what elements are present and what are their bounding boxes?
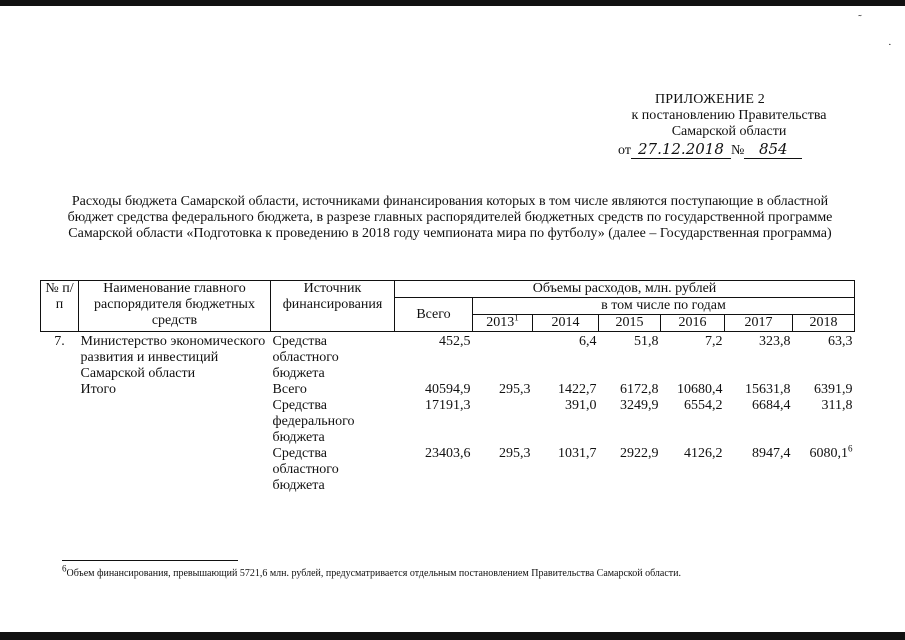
number-prefix: № [730, 143, 745, 158]
row-value: 295,3 [499, 446, 531, 461]
row-value [473, 332, 533, 383]
row-source: Средства областного бюджета [272, 446, 339, 493]
row-value: 6684,4 [752, 398, 791, 413]
date-prefix: от [618, 143, 631, 158]
footnote-mark: 6 [62, 563, 67, 574]
footnote-text: Объем финансирования, превышающий 5721,6 млн. рублей, предусматривается отдельным постановлением Правительства Самарской области. [66, 568, 682, 579]
row-value: 10680,4 [677, 382, 723, 397]
header-name: Наименование главного распорядителя бюджетных средств [79, 281, 271, 332]
year-footnote-mark: 1 [514, 312, 519, 323]
row-value: 295,3 [499, 382, 531, 397]
document-title: Расходы бюджета Самарской области, источниками финансирования которых в том числе являются поступающие в областной бюджет средства федерального бюджета, в разрезе главных распорядителей бюджетных средств по государственной программе Самарской области «Подготовка к проведению в 2018 году чемпионата мира по футболу» (далее – Государственная программа) [67, 194, 833, 241]
expenses-table [40, 280, 855, 494]
appendix-block [560, 92, 860, 140]
row-value: 311,8 [821, 398, 853, 413]
scan-bottom-border [0, 632, 905, 640]
row-source: Всего [272, 382, 307, 397]
header-year: 2017 [725, 315, 793, 332]
table-row [41, 332, 855, 383]
table-row [41, 398, 855, 446]
row-value: 2922,9 [620, 446, 659, 461]
scan-speck: · [888, 39, 892, 51]
handwritten-number: 854 [744, 140, 802, 159]
footnote [62, 563, 682, 580]
appendix-region: Самарской области [671, 124, 787, 139]
row-value: 1422,7 [558, 382, 597, 397]
header-year: 2014 [533, 315, 599, 332]
row-value: 8947,4 [752, 446, 791, 461]
header-year: 2015 [599, 315, 661, 332]
row-value: 6080,1$^6$ [809, 443, 853, 461]
row-num [41, 398, 79, 446]
row-name: Итого [80, 382, 116, 397]
scan-top-border [0, 0, 905, 6]
table-row [41, 382, 855, 398]
row-value: 3249,9 [620, 398, 659, 413]
row-value: 323,8 [759, 334, 791, 349]
header-year: 2016 [661, 315, 725, 332]
header-total: Всего [395, 298, 473, 332]
row-name [79, 398, 271, 446]
row-source: Средства областного бюджета [272, 334, 339, 381]
row-value [473, 398, 533, 446]
row-value: 6391,9 [814, 382, 853, 397]
row-total: 452,5 [439, 334, 471, 349]
row-value: 6,4 [579, 334, 597, 349]
footnote-separator [62, 560, 238, 561]
value-footnote-mark: 6 [848, 443, 853, 454]
row-value: 4126,2 [684, 446, 723, 461]
row-value: 6172,8 [620, 382, 659, 397]
row-value: 51,8 [634, 334, 659, 349]
header-volumes: Объемы расходов, млн. рублей [395, 281, 855, 298]
row-total: 17191,3 [425, 398, 471, 413]
row-value: 7,2 [705, 334, 723, 349]
table-row [41, 446, 855, 494]
row-num: 7. [54, 334, 65, 349]
row-value: 6554,2 [684, 398, 723, 413]
row-num [41, 382, 79, 398]
row-total: 40594,9 [425, 382, 471, 397]
scan-speck: ˜ [858, 13, 862, 25]
row-num [41, 446, 79, 494]
decree-date-line [618, 140, 802, 160]
handwritten-date: 27.12.2018 [631, 140, 731, 159]
row-value: 1031,7 [558, 446, 597, 461]
row-value: 391,0 [565, 398, 597, 413]
header-year: 2013$^1$ [473, 315, 533, 332]
row-value: 15631,8 [745, 382, 791, 397]
row-name: Министерство экономического развития и инвестиций Самарской области [80, 334, 266, 381]
row-value: 63,3 [828, 334, 853, 349]
row-name [79, 446, 271, 494]
appendix-title: ПРИЛОЖЕНИЕ 2 [654, 92, 766, 107]
header-num: № п/п [41, 281, 79, 332]
header-year: 2018 [793, 315, 855, 332]
header-by-years: в том числе по годам [473, 298, 855, 315]
row-source: Средства федерального бюджета [272, 398, 355, 445]
header-source: Источник финансирования [271, 281, 395, 332]
appendix-decree: к постановлению Правительства [631, 108, 827, 123]
row-total: 23403,6 [425, 446, 471, 461]
